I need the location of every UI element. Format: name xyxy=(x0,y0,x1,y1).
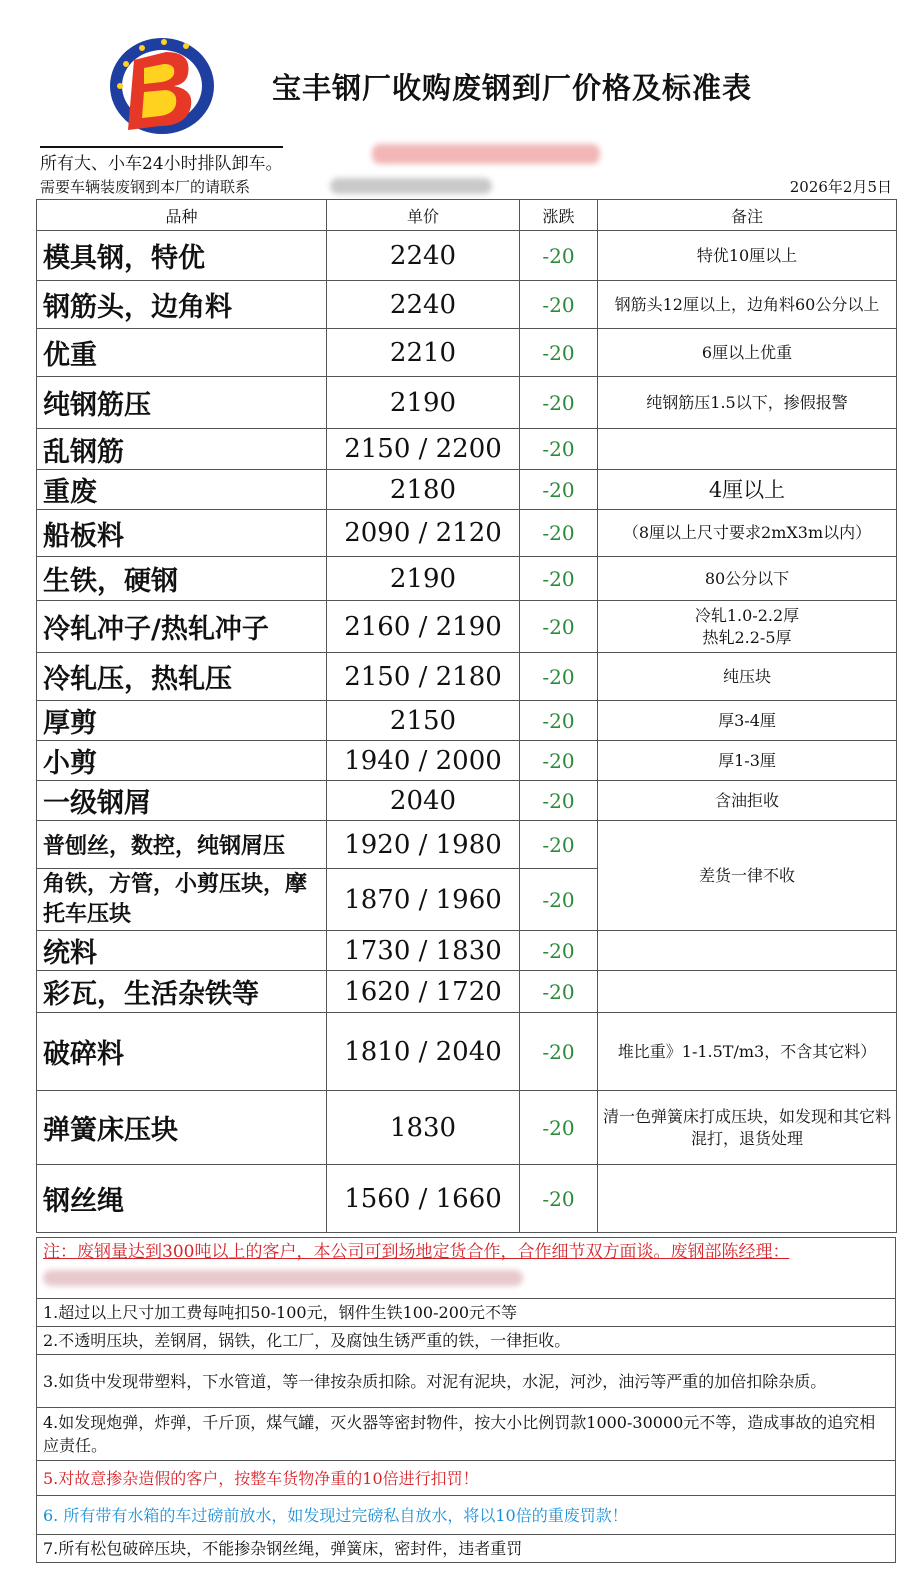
item-change: -20 xyxy=(520,931,598,971)
item-change: -20 xyxy=(520,1091,598,1165)
term-row xyxy=(37,1496,896,1535)
price-date: 2026年2月5日 xyxy=(789,178,892,196)
item-note xyxy=(598,971,897,1013)
item-note xyxy=(598,429,897,470)
item-price: 1730 / 1830 xyxy=(327,931,520,971)
item-name: 角铁，方管，小剪压块，摩托车压块 xyxy=(37,869,327,931)
item-change: -20 xyxy=(520,470,598,510)
term-item: 1.超过以上尺寸加工费每吨扣50-100元，钢件生铁100-200元不等 xyxy=(37,1299,896,1327)
table-row xyxy=(37,510,897,557)
item-name: 弹簧床压块 xyxy=(37,1091,327,1165)
item-change: -20 xyxy=(520,329,598,377)
item-name: 小剪 xyxy=(37,741,327,781)
item-change: -20 xyxy=(520,1165,598,1233)
item-change: -20 xyxy=(520,1013,598,1091)
item-change: -20 xyxy=(520,601,598,653)
page-title: 宝丰钢厂收购废钢到厂价格及标准表 xyxy=(272,71,753,105)
item-price: 2190 xyxy=(327,557,520,601)
item-note xyxy=(598,601,897,653)
column-header: 涨跌 xyxy=(520,200,598,231)
price-table xyxy=(36,199,897,1233)
company-logo xyxy=(104,30,220,138)
item-note: 厚3-4厘 xyxy=(598,701,897,741)
item-name: 船板料 xyxy=(37,510,327,557)
item-change: -20 xyxy=(520,781,598,821)
item-name: 乱钢筋 xyxy=(37,429,327,470)
item-change: -20 xyxy=(520,971,598,1013)
item-change: -20 xyxy=(520,701,598,741)
term-row xyxy=(37,1408,896,1461)
item-name: 生铁，硬钢 xyxy=(37,557,327,601)
item-note: 6厘以上优重 xyxy=(598,329,897,377)
term-row xyxy=(37,1299,896,1327)
item-price: 1620 / 1720 xyxy=(327,971,520,1013)
column-header: 品种 xyxy=(37,200,327,231)
item-name: 破碎料 xyxy=(37,1013,327,1091)
item-price: 1920 / 1980 xyxy=(327,821,520,869)
terms-table xyxy=(36,1237,896,1563)
item-name: 纯钢筋压 xyxy=(37,377,327,429)
red-notice xyxy=(37,1238,896,1299)
item-note: 纯压块 xyxy=(598,653,897,701)
item-note-line: 冷轧1.0-2.2厚 xyxy=(694,605,800,625)
term-row xyxy=(37,1355,896,1408)
item-note: 差货一律不收 xyxy=(598,821,897,931)
table-row xyxy=(37,281,897,329)
item-change: -20 xyxy=(520,510,598,557)
item-note: 80公分以下 xyxy=(598,557,897,601)
term-row xyxy=(37,1461,896,1496)
item-price: 2210 xyxy=(327,329,520,377)
table-row xyxy=(37,470,897,510)
table-row xyxy=(37,557,897,601)
table-row xyxy=(37,741,897,781)
item-change: -20 xyxy=(520,557,598,601)
table-row xyxy=(37,1091,897,1165)
item-name: 普刨丝，数控，纯钢屑压 xyxy=(37,821,327,869)
table-row xyxy=(37,1165,897,1233)
item-name: 彩瓦，生活杂铁等 xyxy=(37,971,327,1013)
table-row xyxy=(37,653,897,701)
item-change: -20 xyxy=(520,281,598,329)
notice-row xyxy=(37,1238,896,1299)
item-note: 钢筋头12厘以上，边角料60公分以上 xyxy=(598,281,897,329)
item-note: 堆比重》1-1.5T/m3，不含其它料） xyxy=(598,1013,897,1091)
item-price: 2150 / 2180 xyxy=(327,653,520,701)
item-change: -20 xyxy=(520,429,598,470)
item-name: 模具钢，特优 xyxy=(37,231,327,281)
item-name: 重废 xyxy=(37,470,327,510)
table-row xyxy=(37,429,897,470)
term-row xyxy=(37,1327,896,1355)
item-price: 2150 / 2200 xyxy=(327,429,520,470)
item-note: 清一色弹簧床打成压块，如发现和其它料混打，退货处理 xyxy=(598,1091,897,1165)
item-note-line: 热轧2.2-5厚 xyxy=(702,627,792,647)
item-change: -20 xyxy=(520,653,598,701)
term-item: 2.不透明压块，差钢屑，锅铁，化工厂，及腐蚀生锈严重的铁，一律拒收。 xyxy=(37,1327,896,1355)
table-row xyxy=(37,781,897,821)
table-row xyxy=(37,377,897,429)
table-row xyxy=(37,971,897,1013)
item-price: 2160 / 2190 xyxy=(327,601,520,653)
item-name: 优重 xyxy=(37,329,327,377)
item-name: 冷轧冲子/热轧冲子 xyxy=(37,601,327,653)
item-note: 厚1-3厘 xyxy=(598,741,897,781)
item-note: 4厘以上 xyxy=(598,470,897,510)
item-name: 冷轧压，热轧压 xyxy=(37,653,327,701)
item-price: 1560 / 1660 xyxy=(327,1165,520,1233)
table-header-row xyxy=(37,200,897,231)
table-row xyxy=(37,329,897,377)
table-row xyxy=(37,701,897,741)
term-row xyxy=(37,1535,896,1563)
table-row xyxy=(37,601,897,653)
column-header: 单价 xyxy=(327,200,520,231)
item-change: -20 xyxy=(520,821,598,869)
term-item: 6. 所有带有水箱的车过磅前放水，如发现过完磅私自放水，将以10倍的重废罚款！ xyxy=(37,1496,896,1535)
table-row xyxy=(37,231,897,281)
item-price: 1810 / 2040 xyxy=(327,1013,520,1091)
item-change: -20 xyxy=(520,377,598,429)
contact-notice: 需要车辆装废钢到本厂的请联系 xyxy=(40,178,251,196)
item-note: 特优10厘以上 xyxy=(598,231,897,281)
item-note: 含油拒收 xyxy=(598,781,897,821)
item-price: 2040 xyxy=(327,781,520,821)
item-name: 统料 xyxy=(37,931,327,971)
item-change: -20 xyxy=(520,741,598,781)
item-price: 2240 xyxy=(327,231,520,281)
item-change: -20 xyxy=(520,869,598,931)
redacted-manager-contact xyxy=(43,1270,523,1286)
item-price: 1940 / 2000 xyxy=(327,741,520,781)
item-price: 1870 / 1960 xyxy=(327,869,520,931)
term-item: 3.如货中发现带塑料，下水管道，等一律按杂质扣除。对泥有泥块，水泥，河沙，油污等严重的加倍扣除杂质。 xyxy=(37,1355,896,1408)
term-item: 5.对故意掺杂造假的客户，按整车货物净重的10倍进行扣罚！ xyxy=(37,1461,896,1496)
table-row xyxy=(37,821,897,869)
redacted-contact xyxy=(372,144,600,164)
item-price: 2090 / 2120 xyxy=(327,510,520,557)
item-price: 2190 xyxy=(327,377,520,429)
table-row xyxy=(37,931,897,971)
term-item: 7.所有松包破碎压块，不能掺杂钢丝绳，弹簧床，密封件，违者重罚 xyxy=(37,1535,896,1563)
item-change: -20 xyxy=(520,231,598,281)
item-price: 2150 xyxy=(327,701,520,741)
redacted-phone xyxy=(330,178,492,194)
item-name: 钢丝绳 xyxy=(37,1165,327,1233)
item-price: 2180 xyxy=(327,470,520,510)
red-notice-text: 注：废钢量达到300吨以上的客户，本公司可到场地定货合作，合作细节双方面谈。废钢部陈经理： xyxy=(43,1242,790,1262)
item-name: 钢筋头，边角料 xyxy=(37,281,327,329)
unloading-notice: 所有大、小车24小时排队卸车。 xyxy=(40,146,283,174)
table-row xyxy=(37,1013,897,1091)
item-note xyxy=(598,1165,897,1233)
item-note: （8厘以上尺寸要求2mX3m以内） xyxy=(598,510,897,557)
term-item: 4.如发现炮弹，炸弹，千斤顶，煤气罐，灭火器等密封物件，按大小比例罚款1000-30000元不等，造成事故的追究相应责任。 xyxy=(37,1408,896,1461)
item-price: 2240 xyxy=(327,281,520,329)
item-name: 厚剪 xyxy=(37,701,327,741)
item-note xyxy=(598,931,897,971)
item-name: 一级钢屑 xyxy=(37,781,327,821)
item-price: 1830 xyxy=(327,1091,520,1165)
column-header: 备注 xyxy=(598,200,897,231)
item-note: 纯钢筋压1.5以下，掺假报警 xyxy=(598,377,897,429)
